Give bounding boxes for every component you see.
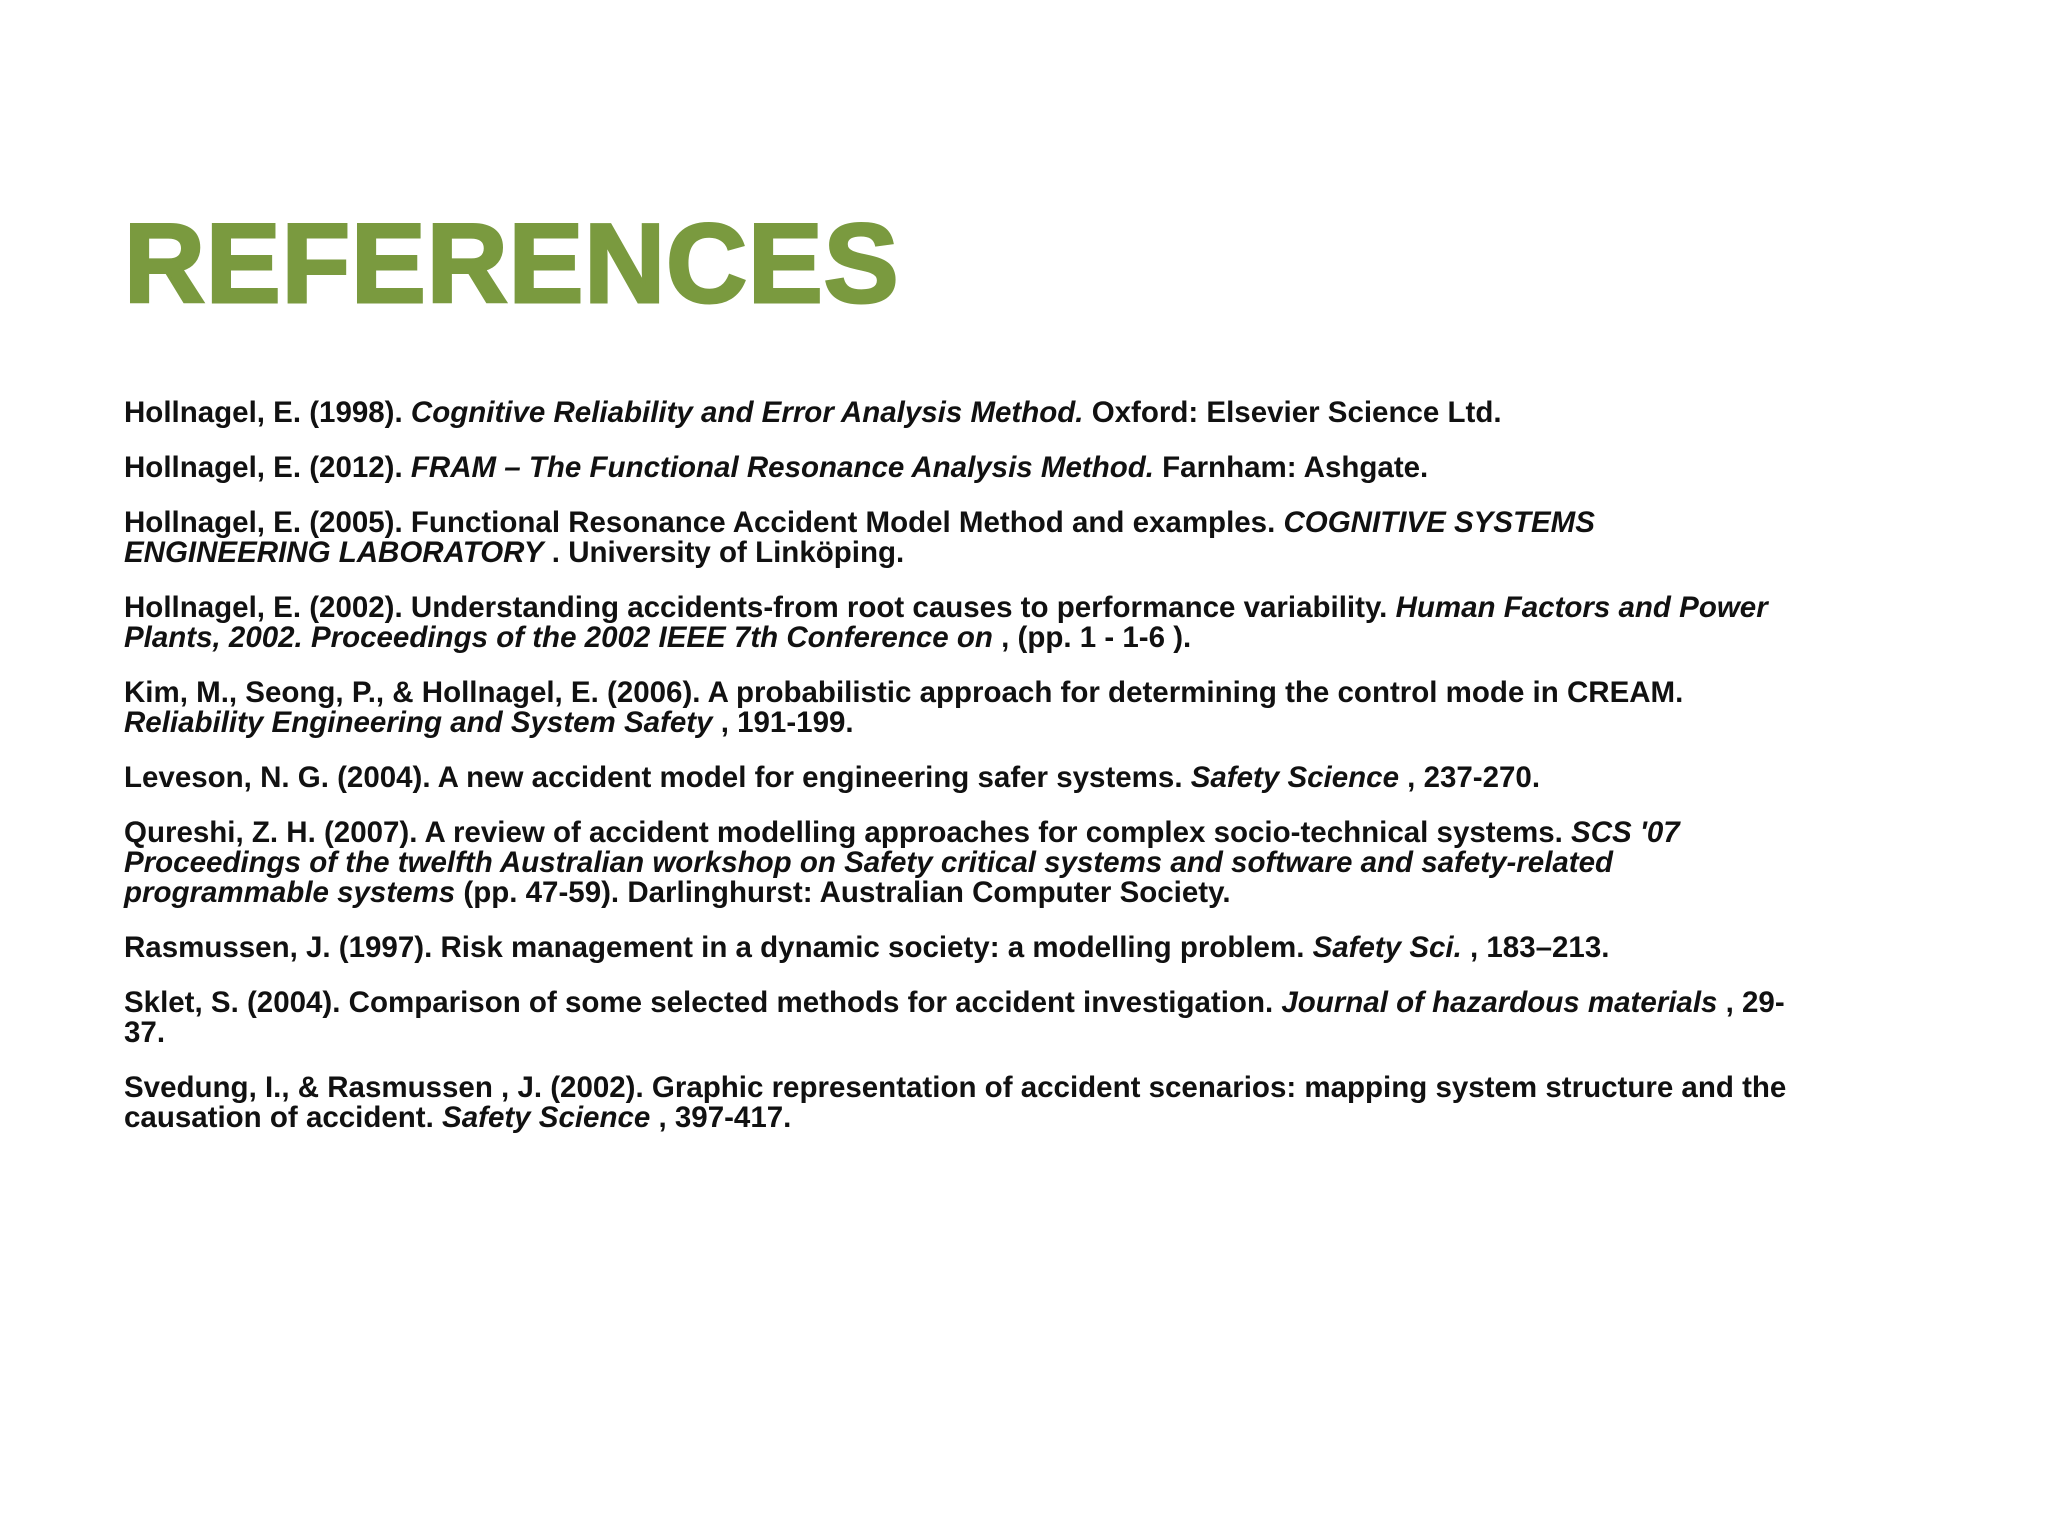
reference-item (124, 763, 1804, 793)
reference-source-title: Human Factors and Power Plants, 2002. Proceedings of the 2002 IEEE 7th Conference on (124, 591, 1768, 654)
reference-item (124, 933, 1804, 963)
reference-authors-text: Hollnagel, E. (1998). (124, 396, 411, 429)
reference-publication-details: Farnham: Ashgate. (1153, 451, 1429, 484)
reference-source-title: Safety Science (1190, 761, 1399, 794)
reference-item (124, 1073, 1804, 1133)
reference-source-title: SCS '07 Proceedings of the twelfth Australian workshop on Safety critical systems and software and safety-related programmable systems (124, 816, 1680, 909)
reference-item (124, 818, 1804, 908)
reference-source-title: Cognitive Reliability and Error Analysis Method. (410, 396, 1084, 429)
reference-item (124, 453, 1804, 483)
reference-publication-details: , 397-417. (650, 1101, 792, 1134)
reference-item (124, 678, 1804, 738)
reference-authors-text: Hollnagel, E. (2002). Understanding accidents-from root causes to performance variability. (124, 591, 1396, 624)
reference-publication-details: , 29-37. (124, 986, 1785, 1049)
reference-publication-details: Oxford: Elsevier Science Ltd. (1083, 396, 1502, 429)
reference-authors-text: Hollnagel, E. (2012). (124, 451, 411, 484)
reference-authors-text: Leveson, N. G. (2004). A new accident model for engineering safer systems. (124, 761, 1191, 794)
reference-item (124, 508, 1804, 568)
page-title: REFERENCES (124, 201, 900, 326)
reference-item (124, 398, 1804, 428)
reference-publication-details: . University of Linköping. (543, 536, 905, 569)
reference-item (124, 593, 1804, 653)
reference-publication-details: , (pp. 1 - 1-6 ). (992, 621, 1192, 654)
reference-authors-text: Svedung, I., & Rasmussen , J. (2002). Graphic representation of accident scenarios: mapping system structure and the causation of accident. (124, 1071, 1787, 1134)
reference-authors-text: Kim, M., Seong, P., & Hollnagel, E. (2006). A probabilistic approach for determining the control mode in CREAM. (124, 676, 1684, 709)
reference-publication-details: , 237-270. (1398, 761, 1541, 794)
reference-source-title: Reliability Engineering and System Safety (124, 706, 713, 739)
reference-list (124, 398, 1804, 1158)
reference-authors-text: Sklet, S. (2004). Comparison of some selected methods for accident investigation. (124, 986, 1282, 1019)
reference-authors-text: Hollnagel, E. (2005). Functional Resonance Accident Model Method and examples. (124, 506, 1284, 539)
reference-authors-text: Rasmussen, J. (1997). Risk management in a dynamic society: a modelling problem. (124, 931, 1313, 964)
reference-source-title: FRAM – The Functional Resonance Analysis Method. (410, 451, 1154, 484)
reference-item (124, 988, 1804, 1048)
reference-publication-details: , 191-199. (712, 706, 854, 739)
reference-authors-text: Qureshi, Z. H. (2007). A review of accident modelling approaches for complex socio-technical systems. (124, 816, 1572, 849)
reference-source-title: Journal of hazardous materials (1281, 986, 1718, 1019)
reference-source-title: Safety Science (442, 1101, 651, 1134)
reference-publication-details: (pp. 47-59). Darlinghurst: Australian Computer Society. (455, 876, 1231, 909)
reference-source-title: COGNITIVE SYSTEMS ENGINEERING LABORATORY (124, 506, 1595, 569)
reference-publication-details: , 183–213. (1461, 931, 1610, 964)
reference-source-title: Safety Sci. (1312, 931, 1462, 964)
